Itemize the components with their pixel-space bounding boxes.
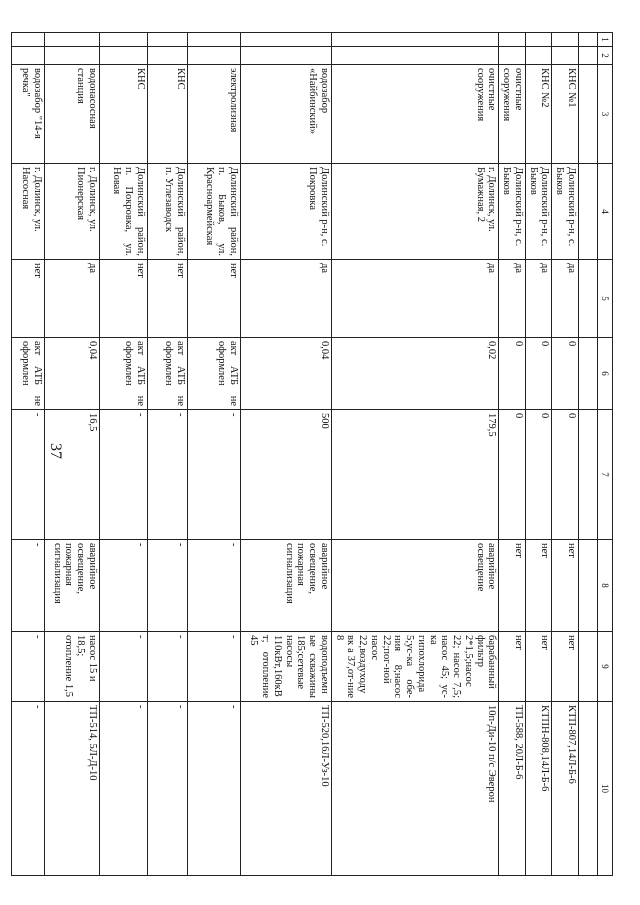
table-cell	[579, 410, 598, 540]
table-cell	[241, 33, 332, 47]
table-cell: 0	[499, 338, 526, 410]
address-cell: Долинский р-н, с. Быков	[552, 164, 579, 260]
page-number: 37	[47, 443, 64, 459]
object-name-cell: водозабор «Найбинский»	[241, 65, 332, 164]
table-row	[499, 33, 526, 876]
substation-cell: -	[148, 702, 188, 876]
table-row	[332, 33, 500, 876]
table-cell: 500	[241, 410, 332, 540]
table-cell	[552, 33, 579, 47]
table-cell: -	[188, 632, 241, 702]
column-number-row	[598, 33, 613, 876]
table-cell: да	[241, 260, 332, 338]
column-number: 10	[598, 702, 613, 876]
column-number: 7	[598, 410, 613, 540]
table-cell: акт АТБ не оформлен	[148, 338, 188, 410]
table-cell	[100, 47, 148, 65]
table-cell: акт АТБ не оформлен	[100, 338, 148, 410]
table-cell: да	[552, 260, 579, 338]
table-cell	[552, 47, 579, 65]
column-number: 1	[598, 33, 613, 47]
table-cell: нет	[100, 260, 148, 338]
substation-cell: ТП-514, 5Л-Д-10	[45, 702, 100, 876]
table-cell: нет	[552, 632, 579, 702]
table-cell: 0	[526, 410, 553, 540]
table-cell: 179,5	[332, 410, 500, 540]
table-cell	[45, 47, 100, 65]
table-cell	[188, 33, 241, 47]
object-name-cell: водонасосная станция	[45, 65, 100, 164]
column-number: 2	[598, 47, 613, 65]
substation-cell: ТП-520,16Л-Уз-10	[241, 702, 332, 876]
table-cell: акт АТБ не оформлен	[188, 338, 241, 410]
address-cell: г. Долинск, ул. Бумажная, 2	[332, 164, 500, 260]
table-row	[241, 33, 332, 876]
column-number: 6	[598, 338, 613, 410]
table-cell: 0	[526, 338, 553, 410]
address-cell: Долинский район, п. Покровка, ул. Новая	[100, 164, 148, 260]
substation-cell: ТП-588, 20Л-Б-6	[499, 702, 526, 876]
register-table	[11, 32, 613, 876]
column-number: 5	[598, 260, 613, 338]
object-name-cell: КНС №1	[552, 65, 579, 164]
table-viewport	[20, 32, 613, 875]
address-cell: г. Долинск, ул. Насосная	[12, 164, 45, 260]
equipment-cell: водоподъемные скважины 185;сетевые насосы 110кВт,160кВт; отопление 45	[241, 632, 332, 702]
address-cell: Долинский р-н, с. Покровка	[241, 164, 332, 260]
table-cell	[499, 33, 526, 47]
table-cell: -	[148, 632, 188, 702]
object-name-cell: электролизная	[188, 65, 241, 164]
table-cell	[579, 702, 598, 876]
table-row	[579, 33, 598, 876]
table-cell	[579, 540, 598, 632]
object-name-cell: водозабор "14-я речка"	[12, 65, 45, 164]
table-cell: да	[332, 260, 500, 338]
table-cell	[526, 47, 553, 65]
table-cell: 0	[499, 410, 526, 540]
column-number: 9	[598, 632, 613, 702]
table-cell: нет	[499, 540, 526, 632]
table-cell: -	[188, 540, 241, 632]
table-row	[148, 33, 188, 876]
substation-cell: -	[188, 702, 241, 876]
substation-cell: -	[100, 702, 148, 876]
table-cell: 0,04	[45, 338, 100, 410]
table-cell	[579, 33, 598, 47]
table-cell: да	[45, 260, 100, 338]
table-cell: нет	[552, 540, 579, 632]
table-cell: да	[499, 260, 526, 338]
table-cell: -	[188, 410, 241, 540]
table-cell: нет	[499, 632, 526, 702]
address-cell: г. Долинск, ул. Пионерская	[45, 164, 100, 260]
equipment-cell: насос 15 и 18,5; отопление 1,5	[45, 632, 100, 702]
table-row	[12, 33, 45, 876]
table-cell: 0	[552, 338, 579, 410]
table-cell: 0,02	[332, 338, 500, 410]
table-row	[188, 33, 241, 876]
rotated-table-container	[20, 32, 613, 875]
table-cell	[526, 33, 553, 47]
table-cell	[579, 164, 598, 260]
table-cell: -	[100, 540, 148, 632]
address-cell: Долинский р-н, с. Быков	[526, 164, 553, 260]
table-cell	[579, 260, 598, 338]
column-number: 8	[598, 540, 613, 632]
table-cell	[241, 47, 332, 65]
table-cell	[499, 47, 526, 65]
table-cell	[579, 632, 598, 702]
table-cell: аварийное освещение	[332, 540, 500, 632]
table-cell: -	[148, 540, 188, 632]
table-cell: нет	[526, 632, 553, 702]
object-name-cell: очистные сооружения	[332, 65, 500, 164]
table-cell: 0	[552, 410, 579, 540]
table-cell: аварийное освещение, пожарная сигнализация	[241, 540, 332, 632]
address-cell: Долинский р-н, с. Быков	[499, 164, 526, 260]
table-row	[526, 33, 553, 876]
table-cell	[148, 47, 188, 65]
table-cell: аварийное освещение, пожарная сигнализация	[45, 540, 100, 632]
column-number: 3	[598, 65, 613, 164]
object-name-cell: очистные сооружения	[499, 65, 526, 164]
table-cell	[188, 47, 241, 65]
table-cell	[332, 33, 500, 47]
table-cell: -	[12, 540, 45, 632]
table-cell: 0,04	[241, 338, 332, 410]
table-cell	[579, 338, 598, 410]
table-row	[45, 33, 100, 876]
table-cell: нет	[12, 260, 45, 338]
table-cell	[332, 47, 500, 65]
table-row	[552, 33, 579, 876]
table-cell	[148, 33, 188, 47]
table-cell	[579, 47, 598, 65]
table-cell	[45, 33, 100, 47]
table-cell: да	[526, 260, 553, 338]
table-cell: -	[100, 632, 148, 702]
table-cell: -	[12, 632, 45, 702]
table-cell	[100, 33, 148, 47]
substation-cell: КТП-807,14Л-Б-6	[552, 702, 579, 876]
address-cell: Долинский район, п. Быков, ул. Красноармейская	[188, 164, 241, 260]
object-name-cell: КНС	[148, 65, 188, 164]
object-name-cell: КНС №2	[526, 65, 553, 164]
table-cell: 16,5	[45, 410, 100, 540]
table-cell: нет	[188, 260, 241, 338]
address-cell: Долинский район, п. Углезаводск	[148, 164, 188, 260]
substation-cell: 10п-Ди-10 п/с Эверон	[332, 702, 500, 876]
table-row	[100, 33, 148, 876]
substation-cell: -	[12, 702, 45, 876]
substation-cell: КТПН-808,14Л-Б-6	[526, 702, 553, 876]
table-cell	[579, 65, 598, 164]
table-cell	[12, 33, 45, 47]
table-cell: акт АТБ не оформлен	[12, 338, 45, 410]
column-number: 4	[598, 164, 613, 260]
table-cell: -	[100, 410, 148, 540]
table-cell: нет	[526, 540, 553, 632]
table-cell	[12, 47, 45, 65]
table-cell: -	[148, 410, 188, 540]
object-name-cell: КНС	[100, 65, 148, 164]
equipment-cell: барабанный фильтр 2*1,5;насос 22; насос 7,5; насос 45; ус-ка гипохлорида 5;ус-ка обе-ния 8;насос 22;пог-ной насос 22,воздуходувк а 37,от-ние 8	[332, 632, 500, 702]
table-cell: нет	[148, 260, 188, 338]
table-cell: -	[12, 410, 45, 540]
